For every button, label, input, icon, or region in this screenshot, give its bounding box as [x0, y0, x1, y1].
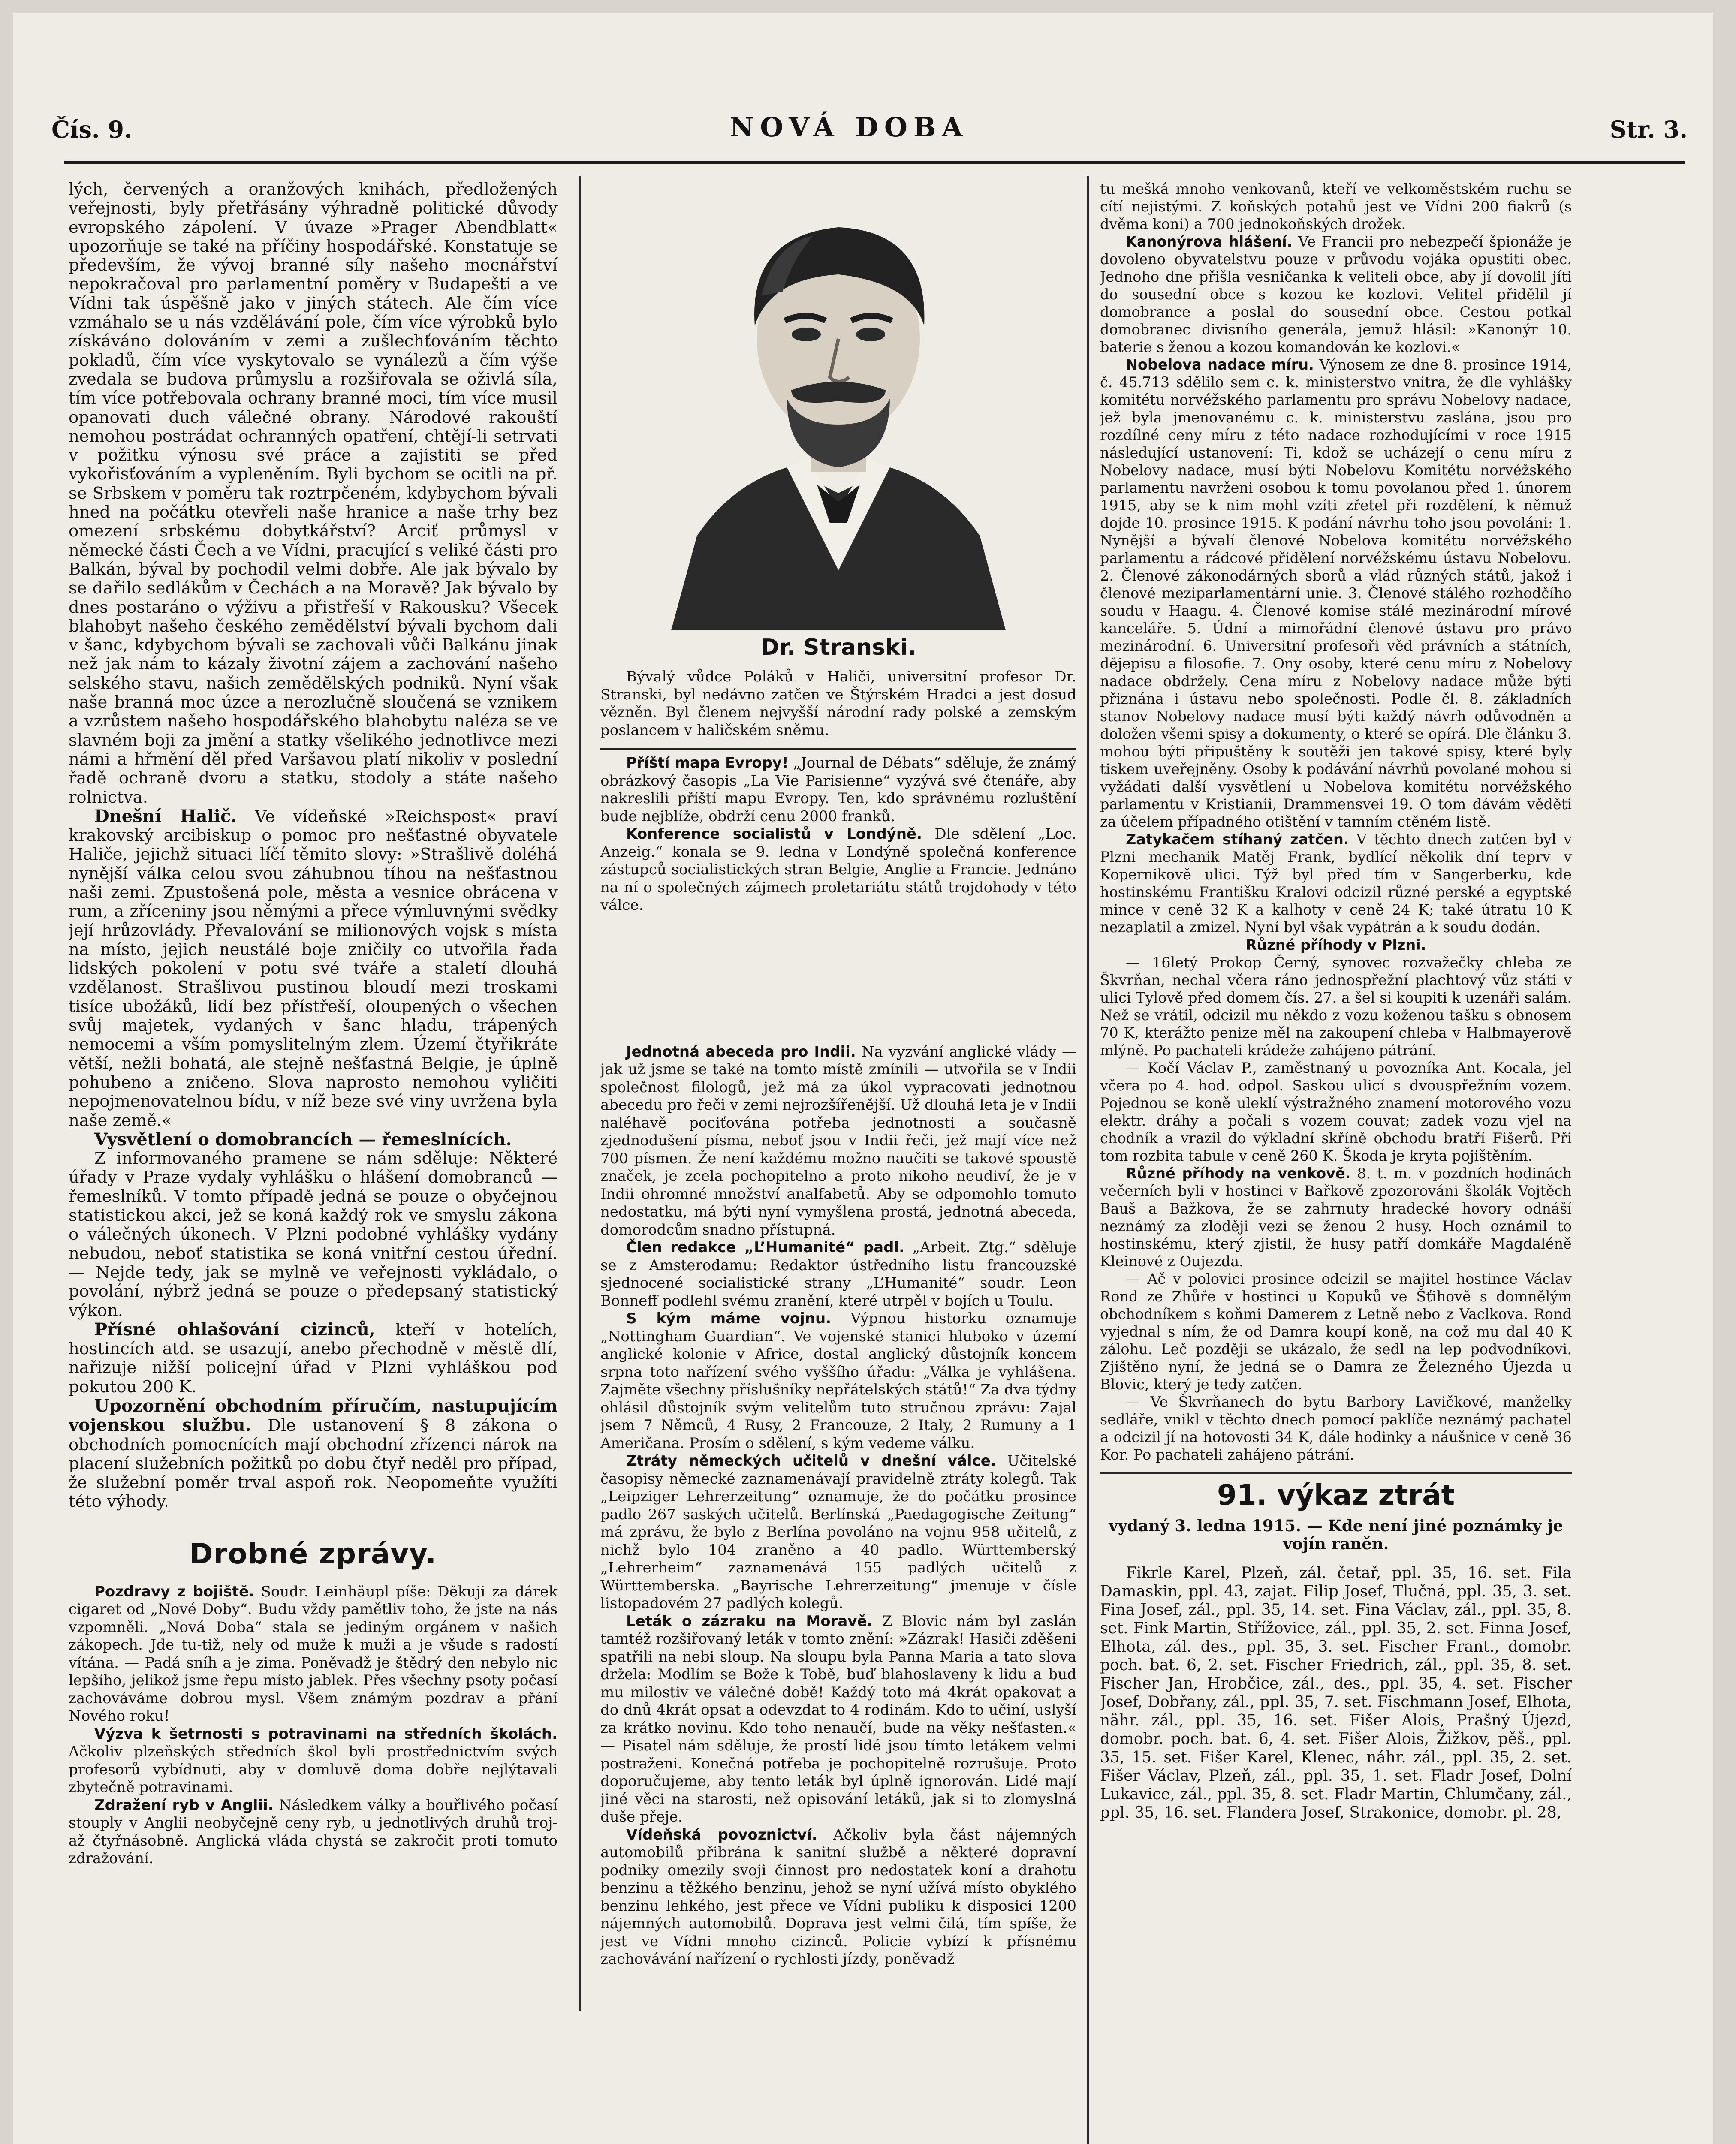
article-paragraph [69, 1397, 558, 1512]
news-lead: Ztráty německých učitelů v dnešní válce. [626, 1452, 996, 1469]
news-text: — Kočí Václav P., zaměstnaný u povozníka Ant. Kocala, jel včera po 4. hod. odpol. Saskou ulicí s dvouspřežním vozem. Pojednou se koně uleklí výstražného znamení motorového vozu elektr. dráhy a počali s vozem couvat; zadek vozu vjel na chodník a vrazil do výkladní skříně obchodu bratří Fišerů. Při tom rozbita tabule v ceně 260 K. Škoda je kryta pojištěním. [1100, 1060, 1572, 1164]
news-text: Dle sdělení „Loc. Anzeig.“ konala se 9. ledna v Londýně společná konference zástupců socialistických stran Belgie, Anglie a Francie. Jednáno na ní o společných zájmech proletariátu států trojdohody v této válce. [600, 825, 1076, 914]
article-text: Z informovaného pramene se nám sděluje: Některé úřady v Praze vydaly vyhlášku o hlášení domobranců — řemeslníků. V tomto případě jedná se pouze o obyčejnou statistickou akci, jež se koná každý rok ve smyslu zákona o válečných úkonech. V Plzni podobné vyhlášky vydány nebudou, neboť statistika se koná vnitřní cestou úřední. — Nejde tedy, jak se mylně ve veřejnosti vykládalo, o povolání, nýbrž jedná se pouze o předepsaný statistický výkon. [69, 1149, 558, 1320]
article-text: Dle ustanovení § 8 zákona o obchodních pomocnících mají obchodní zřízenci nárok na placení služebních požitků po dobu čtyř neděl pro případ, že služební poměr trval aspoň rok. Neopomeňte využíti této výhody. [69, 1416, 558, 1512]
news-lead: S kým máme vojnu. [626, 1310, 832, 1327]
news-lead: Zatykačem stíhaný zatčen. [1126, 831, 1349, 848]
masthead [13, 13, 1713, 167]
issue-number: Čís. 9. [51, 116, 132, 143]
newspaper-page [13, 13, 1713, 2144]
news-text: Výpnou historku oznamuje „Nottingham Guardian“. Ve vojenské stanici hluboko v území anglické kolonie v Africe, dostal anglický důstojník koncem srpna toto nařízení svého vyššího úřadu: „Válka je vyhlášena. Zajměte všechny příslušníky nepřátelských států!“ Za dva týdny ohlásil důstojník svým velitelům tuto stručnou zprávu: Zajal jsem 7 Němců, 4 Rusy, 2 Francouze, 2 Italy, 2 Rumuny a 1 Američana. Prosím o sdělení, s kým vedeme válku. [600, 1310, 1076, 1452]
news-text: — Ve Škvrňanech do bytu Barbory Lavičkové, manželky sedláře, vnikl v těchto dnech pomocí paklíče neznámý pachatel a odcizil jí na hotovosti 34 K, dále hodinky a náušnice v ceně 36 Kor. Po pachateli zahájeno pátrání. [1100, 1394, 1572, 1463]
news-text: Učitelské časopisy německé zaznamenávají pravidelně ztráty kolegů. Tak „Leipziger Lehrerzeitung“ oznamuje, že do počátku prosince padlo 267 saských učitelů. Berlínská „Paedagogische Zeitung“ má zprávu, že bylo z Berlína povoláno na vojnu 958 učitelů, z nichž bylo 104 zraněno a 40 padlo. Württemberský „Lehrerheim“ zaznamenává 155 padlých učitelů z Württemberska. „Bayrische Lehrerzeitung“ jmenuje v čísle listopadovém 27 padlých kolegů. [600, 1452, 1076, 1612]
photo-caption: Dr. Stranski. [760, 635, 916, 660]
news-item [69, 1797, 558, 1868]
divider-rule [1100, 1472, 1572, 1474]
article-heading: Upozornění obchodním příručím, nastupujícím vojenskou službu. [69, 1396, 558, 1436]
article-paragraph [69, 1320, 558, 1397]
news-text: „Journal de Débats“ sděluje, že známý obrázkový časopis „La Vie Parisienne“ vyzývá své čtenáře, aby nakreslili příští mapu Evropy. Ten, kdo správnému rozluštění bude nejblíže, obdrží cenu 2000 franků. [600, 754, 1076, 825]
news-lead: Konference socialistů v Londýně. [626, 825, 922, 843]
news-lead: Nobelova nadace míru. [1126, 356, 1314, 373]
photo-description: Bývalý vůdce Poláků v Haliči, universitní profesor Dr. Stranski, byl nedávno zatčen ve Štýrském Hradci a jest dosud vězněn. Byl členem nejvyšší národní rady polské a zemským poslancem v haličském sněmu. [600, 668, 1076, 739]
column-2 [600, 180, 1076, 2144]
column-divider [1087, 176, 1089, 2144]
article-paragraph [69, 807, 558, 1130]
news-heading: Různé příhody v Plzni. [1245, 936, 1426, 953]
news-item [600, 1452, 1076, 1613]
news-item [1100, 356, 1572, 831]
article-text: lých, červených a oranžových knihách, předložených veřejnosti, byly přetřásány výhradně politické důvody evropského zápolení. V úvaze »Prager Abendblatt« upozorňuje se také na příčiny hospodářské. Konstatuje se především, že vývoj branné síly našeho mocnářství nepokračoval pro parlamentní poměry v Budapešti a ve Vídni tak úspěšně jako v jiných státech. Ale čím více vzmáhalo se u nás vzdělávání pole, čím více výrobků bylo získáváno dolováním v zemi a zušlechťováním těchto pokladů, čím více vyskytovalo se vynálezů a čím výše zvedala se budova průmyslu a rozšiřovala se oživlá síla, tím více potřebovala ochrany branné moci, tím více musil opanovati duch válečné obrany. Národové rakouští nemohou postrádat ochranných opatření, chtějí-li setrvati v požitku výnosu své práce a zajistiti se před vykořisťováním a vypleněním. Byli bychom se ocitli na př. se Srbskem v poměru tak roztrpčeném, kdybychom bývali hned na počátku otevřeli naše hranice a naše trhy bez omezení srbskému dobytkářství? Arciť průmysl v německé části Čech a ve Vídni, pracující s veliké části pro Balkán, býval by pochodil velmi dobře. Ale jak bývalo by se dařilo sedlákům v Čechách a na Moravě? Jak bývalo by dnes postaráno o výživu a přistřeší v Rakousku? Všecek blahobyt našeho českého zemědělství bývali bychom dali v šanc, kdybychom bývali se zachovali vůči Balkánu jinak než jak nám to kázaly životní zájem a zachování našeho selského stavu, našich zemědělských podniků. Nyní však naše branná moc úzce a nerozlučně sloučená se vznikem a vzrůstem našeho hospodářského blahobytu naléza se ve slavném boji za jmění a statky všelikého jednotlivce mezi námi a hřmění děl před Varšavou platí nikoliv v poslední řadě ochraně dvoru a statku, stodoly a státe našeho rolnictva. [69, 180, 558, 807]
news-text: Z Blovic nám byl zaslán tamtéž rozšiřovaný leták v tomto znění: »Zázrak! Hasiči zděšeni spatřili na nebi sloup. Na sloupu byla Panna Maria a tato slova držela: Modlím se Bože k Tobě, buď blahoslaveny k lidu a buď mu milostiv ve válečné době! Každý toto má 4krát opakovat a do dnů 4krát opsat a odevzdat to 4 rodinám. Kdo to učiní, uslyší za krátko novinu. Kdo toho nenaučí, bude na věky nešťasten.« — Pisatel nám sděluje, že prostí lidé jsou tímto letákem velmi postraženi. Konečná potřeba je pochopitelně rozrušuje. Proto doporučujeme, aby tento leták byl úplně ignorován. Lidé mají jiné věci na starosti, než opisování letáků, jak si to zlomyslná duše přeje. [600, 1612, 1076, 1825]
news-lead: Výzva k šetrnosti s potravinami na středních školách. [94, 1725, 558, 1743]
casualty-list: Fikrle Karel, Plzeň, zál. četař, ppl. 35, 16. set. Fila Damaskin, ppl. 43, zajat. Filip Josef, Tlučná, ppl. 35, 3. set. Fina Josef, zál., ppl. 35, 14. set. Fina Václav, zál., ppl. 35, 8. set. Fink Martin, Střížovice, zál., ppl. 35, 2. set. Finna Josef, Elhota, zál. des., ppl. 35, 3. set. Fischer Frant., domobr. poch. bat. 6, 2. set. Fischer Friedrich, zál., ppl. 35, 8. set. Fischer Jan, Hrobčice, zál., des., ppl. 35, 4. set. Fischer Josef, Dobřany, zál., ppl. 35, 7. set. Fischmann Josef, Elhota, nähr. zál., ppl. 35, 16. set. Fišer Alois, Prašný Újezd, domobr. poch. bat. 6, 4. set. Fišer Alois, Žižkov, pěš., ppl. 35, 15. set. Fišer Karel, Klenec, náhr. zál., ppl. 35, 2. set. Fišer Václav, Plzeň, zál., ppl. 35, 1. set. Fladr Josef, Dolní Lukavice, zál., ppl. 35, 8. set. Fladr Martin, Chlumčany, zál., ppl. 35, 16. set. Flandera Josef, Strakonice, domobr. pl. 28, [1100, 1564, 1572, 1822]
news-item [600, 825, 1076, 915]
article-heading: Vysvětlení o domobrancích — řemeslnících. [94, 1129, 512, 1150]
news-item [600, 1613, 1076, 1826]
newspaper-title: NOVÁ DOBA [729, 111, 969, 143]
news-lead: Kanonýrova hlášení. [1126, 233, 1293, 250]
news-text: Ačkoliv byla část nájemných automobilů přibrána k sanitní službě a některé dopravní podniky omezily svoji činnost pro nedostatek koní a drahotu benzinu a těžkého benzinu, jehož se nyní užívá místo obyklého benzinu lehkého, jest přece ve Vídni publiku k disposici 1200 nájemných automobilů. Doprava jest velmi čilá, tím spíše, že jest ve Vídni mnoho cizinců. Policie vybízí k přísnému zachovávání nařízení o rychlosti jízdy, poněvadž [600, 1826, 1076, 1968]
news-item [69, 1725, 558, 1797]
news-text: — Ač v polovici prosince odcizil se majitel hostince Václav Rond ze Zhůře v hostinci u Kopuků ve Šťihově s domnělým obchodníkem s koňmi Damerem z Letně nebo z Vaclkova. Rond vyjednal s ním, že od Damra koupí koně, na což mu dal 40 K zálohu. Leč později se ukázalo, že sedl na lep podvodníkovi. Zjištěno nyní, že jedná se o Damra ze Železného Újezda u Blovic, který je tedy zatčen. [1100, 1271, 1572, 1393]
news-text: Výnosem ze dne 8. prosince 1914, č. 45.713 sdělilo sem c. k. ministerstvo vnitra, že dle vyhlášky komitétu norvéžského parlamentu pro správu Nobelovy nadace, jež byla jmenovanému c. k. ministerstvu zaslána, jsou pro rozdílné ceny míru z této nadace rozhodujícími v roce 1915 následující ustanovení: Ti, kdož se ucházejí o cenu míru z Nobelovy nadace, musí býti Nobelovu Komitétu norvéžského parlamentu navrženi osobou k tomu povolanou před 1. únorem 1915, aby se k nim mohl vzíti zřetel při rozdělení, k němuž dojde 10. prosince 1915. K podání návrhu toho jsou povoláni: 1. Nynější a bývalí členové Nobelova komitétu norvéžského parlamentu a rádcové přidělení norvéžskému ústavu Nobelovu. 2. Členové zákonodárných sborů a vlád různých států, jakož i členové meziparlamentární unie. 3. Členové stálého rozhodčího soudu v Haagu. 4. Členové komise stálé mezinárodní mírové kanceláře. 5. Údní a mimořádní členové ústavu pro právo mezinárodní. 6. Universitní profesoři věd právních a státních, dějepisu a filosofie. 7. Ony osoby, které cenu míru z Nobelovy nadace obdržely. Cena míru z Nobelovy nadace může býti přiznána i ústavu nebo společnosti. Podle čl. 8. základních stanov Nobelovy nadace musí býti každý návrh odůvodněn a doložen všemi spisy a dokumenty, o které se opírá. Dle článku 3. mohou býti připuštěny k soutěži jen takové spisy, které byly tiskem uveřejněny. Osoby k podávání návrhů povolané mohou si vyžádati další vysvětlení u Nobelova komitétu norvéžského parlamentu v Kristianii, Drammensvei 19. O tom dávám věděti za účelem případného otištění v tamním ctěném listě. [1100, 356, 1572, 830]
news-item [600, 1239, 1076, 1310]
news-lead: Člen redakce „L’Humanité“ padl. [626, 1239, 905, 1256]
news-text: 8. t. m. v pozdních hodinách večerních byli v hostinci v Bařkově zpozorováni školák Vojtěch Bauš a Bažkova, že se zahrnuty hradecké hovory odnáší neznámý za zloději vezi se ženou 2 husy. Hoch oznámil to hostinskému, který zjistil, že husy patří domkáře Magdaléně Kleinové z Oujezda. [1100, 1165, 1572, 1270]
column-1 [69, 180, 558, 2144]
article-text: Ve vídeňské »Reichspost« praví krakovský arcibiskup o pomoc pro nešťastné obyvatele Haliče, jejichž situaci líčí těmito slovy: »Strašlivě doléhá nynější válka celou svou záhubnou tíhou na nešťastnou naši zemi. Zpustošená pole, města a vesnice obrácena v rum, a zříceniny jsou němými a přece výmluvnými svědky její hrůzovlády. Převalování se milionových vojsk s místa na místo, jejich neustálé boje zničily co utvořila řada lidských pokolení v potu své tváře a staletí dlouhá vzdělanost. Strašlivou pustinou bloudí mezi troskami tisíce ubožáků, lidí bez přístřeší, oloupených o všechen svůj majetek, vydaných v šanc hladu, trápených nemocemi a vším pomyslitelným zlem. Území čtyřikráte větší, nežli bohatá, ale stejně nešťastná Belgie, je úplně pohubeno a zničeno. Slova naprosto nemohou vyličiti nepojmenovatelnou bídu, v níž beze své viny uvržena byla naše země.« [69, 807, 558, 1130]
news-item [600, 1310, 1076, 1452]
news-item [69, 1583, 558, 1725]
news-text: Na vyzvání anglické vlády — jak už jsme se také na tomto místě zmínili — utvořila se v Indii společnost filologů, jež má za úkol vypracovati jednotnou abecedu pro řeči v zemi nejrozšířenější. Už dlouhá leta je v Indii naléhavě pociťována potřeba jednotnosti a současně zjednodušení písma, neboť jsou v Indii řeči, jež mají více než 700 písmen. Že není každému možno naučiti se takové spoustě značek, je zcela pochopitelno a proto nikoho neudiví, že je v Indii ohromné množství analfabetů. Aby se odpomohlo tomuto nedostatku, má býti nyní vymyšlena prostá, jednotná abeceda, domorodcům snadno přístupná. [600, 1043, 1076, 1238]
news-text: tu mešká mnoho venkovanů, kteří ve velkoměstském ruchu se cítí nejistými. Z koňských potahů jest ve Vídni 200 fiakrů (s dvěma koni) a 700 jednokoňských drožek. [1100, 181, 1572, 232]
news-lead: Příští mapa Evropy! [626, 754, 789, 771]
news-text: Ve Francii pro nebezpečí špionáže je dovoleno obyvatelstvu pouze v průvodu vojáka opustiti obec. Jednoho dne přišla vesničanka k veliteli obce, aby jí dovolil jíti do sousední obce s kozou ke kozlovi. Velitel přidělil jí domobrance a poslal do sousední obce. Cestou potkal domobranec divisního generála, jemuž hlásil: »Kanonýr 10. baterie s ženou a kozou komandován ke kozlovi.« [1100, 233, 1572, 355]
column-divider [579, 176, 581, 2011]
section-title: Drobné zprávy. [189, 1537, 437, 1570]
portrait-photo [645, 184, 1031, 630]
article-text: kteří v hotelích, hostincích atd. se usazují, anebo přechodně v městě dlí, nařizuje nižší policejní úřad v Plzni vyhláškou pod pokutou 200 K. [69, 1320, 558, 1397]
divider-rule [600, 748, 1076, 750]
news-item [600, 754, 1076, 825]
news-text: Soudr. Leinhäupl píše: Děkuji za dárek cigaret od „Nové Doby“. Budu vždy pamětliv toho, že jste na nás vzpomněli. „Nová Doba“ stala se jediným orgánem v našich zákopech. Jde tu-tiž, nely od muže k muži a je všude s radostí vítána. — Padá sníh a je zima. Poněvadž je štědrý den nebylo nic lepšího, jelikož jsme řepu místo jablek. Přes všechny psoty počasí zachováváme dobrou mysl. Všem známým pozdrav a přání Nového roku! [69, 1583, 558, 1725]
news-item [1100, 233, 1572, 356]
blank-space [600, 915, 1076, 1043]
news-item [1100, 831, 1572, 936]
news-lead: Leták o zázraku na Moravě. [626, 1612, 873, 1630]
news-item [1100, 1165, 1572, 1270]
news-lead: Zdražení ryb v Anglii. [94, 1796, 274, 1814]
news-lead: Různé příhody na venkově. [1126, 1165, 1351, 1182]
news-text: „Arbeit. Ztg.“ sděluje se z Amsterodamu: Redaktor ústředního listu francouzské sjednocené socialistické strany „L’Humanité“ soudr. Leon Bonneff podlehl svému zranění, které utrpěl v bojích u Toulu. [600, 1239, 1076, 1310]
casualty-list-subtitle: vydaný 3. ledna 1915. — Kde není jiné poznámky je vojín raněn. [1109, 1516, 1563, 1553]
masthead-rule [64, 161, 1685, 164]
article-heading: Dnešní Halič. [94, 806, 237, 826]
news-lead: Jednotná abeceda pro Indii. [626, 1043, 856, 1060]
news-text: Ačkoliv plzeňských středních škol byli prostřednictvím svých profesorů vybídnuti, aby v domluvě doma dobře nejlýtavali zbytečně potravinami. [69, 1743, 558, 1796]
news-text: Následkem války a bouřlivého počasí stouply v Anglii neobyčejně ceny ryb, u jednotlivých druhů troj- až čtyřnásobně. Anglická vláda chystá se zakročit proti tomuto zdražování. [69, 1796, 558, 1867]
news-item [600, 1826, 1076, 1969]
news-text: V těchto dnech zatčen byl v Plzni mechanik Matěj Frank, bydlící několik dní teprv v Kopernikově ulici. Týž byl před tím v Sangerberku, kde hostinskému Františku Kralovi odcizil různé perské a egyptské mince v ceně 32 K a kalhoty v ceně 24 K; také útratu 10 K nezaplatil a zmizel. Nyní byl však vypátrán a k soudu dodán. [1100, 831, 1572, 936]
news-item [600, 1043, 1076, 1239]
news-text: — 16letý Prokop Černý, synovec rozvažečky chleba ze Škvrňan, nechal včera ráno jednospřežní plachtový vůz státi v ulici Tylově před domem čís. 27. a šel si koupiti k uzenáři salám. Než se vrátil, odcizil mu někdo z vozu koženou tašku s obnosem 70 K, kterážto penize měl na zakoupení chleba v Halbmayerově mlýně. Po pachateli krádeže zahájeno pátrání. [1100, 954, 1572, 1059]
article-heading: Přísné ohlašování cizinců, [94, 1319, 375, 1340]
news-lead: Pozdravy z bojiště. [94, 1583, 255, 1600]
page-number: Str. 3. [1609, 116, 1688, 143]
casualty-list-title: 91. výkaz ztrát [1217, 1479, 1455, 1512]
column-3 [1100, 180, 1572, 2144]
news-lead: Vídeňská povoznictví. [626, 1826, 817, 1843]
